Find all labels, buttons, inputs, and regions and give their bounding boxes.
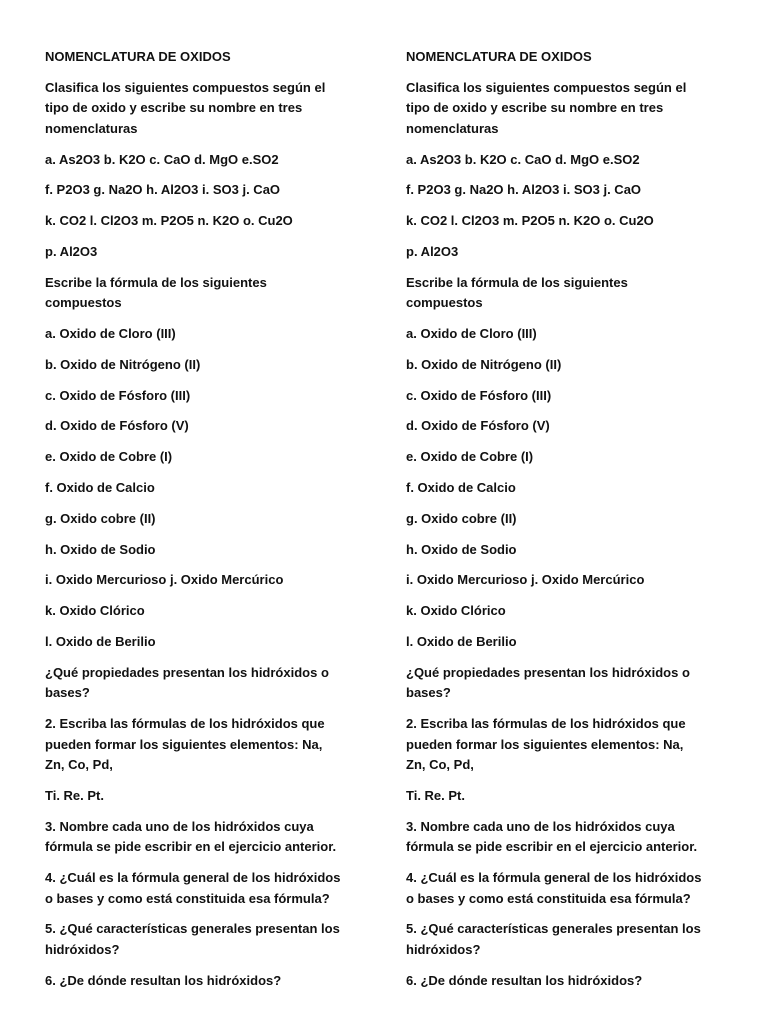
worksheet-line: 3. Nombre cada uno de los hidróxidos cuya fórmula se pide escribir en el ejercicio anterior. xyxy=(45,818,337,855)
worksheet-line: Ti. Re. Pt. xyxy=(406,787,465,803)
worksheet-line: k. CO2 l. Cl2O3 m. P2O5 n. K2O o. Cu2O xyxy=(406,213,654,229)
worksheet-line: Ti. Re. Pt. xyxy=(45,787,104,803)
worksheet-title: NOMENCLATURA DE OXIDOS xyxy=(406,49,592,64)
worksheet-title: NOMENCLATURA DE OXIDOS xyxy=(45,49,231,64)
worksheet-line: g. Oxido cobre (II) xyxy=(406,510,517,526)
worksheet-line: 2. Escriba las fórmulas de los hidróxidos que pueden formar los siguientes elementos: Na, Zn, Co, Pd, xyxy=(406,716,686,773)
worksheet-line: c. Oxido de Fósforo (III) xyxy=(406,387,552,403)
worksheet-line: f. Oxido de Calcio xyxy=(45,480,155,496)
worksheet-line: k. CO2 l. Cl2O3 m. P2O5 n. K2O o. Cu2O xyxy=(45,213,293,229)
worksheet-line: Clasifica los siguientes compuestos según el tipo de oxido y escribe su nombre en tres nomenclaturas xyxy=(45,79,326,136)
worksheet-line: a. As2O3 b. K2O c. CaO d. MgO e.SO2 xyxy=(45,151,279,167)
worksheet-line: h. Oxido de Sodio xyxy=(406,541,517,557)
worksheet-line: e. Oxido de Cobre (I) xyxy=(406,449,534,465)
worksheet-line: a. As2O3 b. K2O c. CaO d. MgO e.SO2 xyxy=(406,151,640,167)
worksheet-line: Escribe la fórmula de los siguientes compuestos xyxy=(45,274,267,311)
worksheet-line: i. Oxido Mercurioso j. Oxido Mercúrico xyxy=(45,572,284,588)
right-column xyxy=(406,47,706,1001)
worksheet-line: p. Al2O3 xyxy=(406,243,459,259)
worksheet-line: l. Oxido de Berilio xyxy=(45,634,156,650)
worksheet-line: c. Oxido de Fósforo (III) xyxy=(45,387,191,403)
worksheet-line: p. Al2O3 xyxy=(45,243,98,259)
worksheet-line: a. Oxido de Cloro (III) xyxy=(406,326,537,342)
worksheet-line: ¿Qué propiedades presentan los hidróxidos o bases? xyxy=(406,664,690,701)
worksheet-line: d. Oxido de Fósforo (V) xyxy=(406,418,550,434)
worksheet-line: 3. Nombre cada uno de los hidróxidos cuya fórmula se pide escribir en el ejercicio anterior. xyxy=(406,818,698,855)
worksheet-line: 6. ¿De dónde resultan los hidróxidos? xyxy=(406,972,643,988)
worksheet-line: h. Oxido de Sodio xyxy=(45,541,156,557)
worksheet-line: 5. ¿Qué características generales presentan los hidróxidos? xyxy=(45,921,340,957)
worksheet-line: k. Oxido Clórico xyxy=(406,603,506,619)
worksheet-line: 6. ¿De dónde resultan los hidróxidos? xyxy=(45,972,282,988)
worksheet-line: a. Oxido de Cloro (III) xyxy=(45,326,176,342)
worksheet-line: f. Oxido de Calcio xyxy=(406,480,516,496)
worksheet-line: Clasifica los siguientes compuestos según el tipo de oxido y escribe su nombre en tres nomenclaturas xyxy=(406,79,687,136)
worksheet-line: 4. ¿Cuál es la fórmula general de los hidróxidos o bases y como está constituida esa fórmula? xyxy=(406,870,702,906)
worksheet-line: i. Oxido Mercurioso j. Oxido Mercúrico xyxy=(406,572,645,588)
worksheet-line: b. Oxido de Nitrógeno (II) xyxy=(45,356,201,372)
worksheet-line: 2. Escriba las fórmulas de los hidróxidos que pueden formar los siguientes elementos: Na, Zn, Co, Pd, xyxy=(45,716,325,773)
worksheet-line: Escribe la fórmula de los siguientes compuestos xyxy=(406,274,628,311)
worksheet-line: f. P2O3 g. Na2O h. Al2O3 i. SO3 j. CaO xyxy=(406,182,642,198)
worksheet-line: g. Oxido cobre (II) xyxy=(45,510,156,526)
worksheet-line: ¿Qué propiedades presentan los hidróxidos o bases? xyxy=(45,664,329,701)
worksheet-line: e. Oxido de Cobre (I) xyxy=(45,449,173,465)
worksheet-line: 4. ¿Cuál es la fórmula general de los hidróxidos o bases y como está constituida esa fórmula? xyxy=(45,870,341,906)
worksheet-line: f. P2O3 g. Na2O h. Al2O3 i. SO3 j. CaO xyxy=(45,182,281,198)
worksheet-line: k. Oxido Clórico xyxy=(45,603,145,619)
worksheet-line: b. Oxido de Nitrógeno (II) xyxy=(406,356,562,372)
left-column xyxy=(45,47,345,1001)
worksheet-line: d. Oxido de Fósforo (V) xyxy=(45,418,189,434)
worksheet-line: 5. ¿Qué características generales presentan los hidróxidos? xyxy=(406,921,701,957)
worksheet-line: l. Oxido de Berilio xyxy=(406,634,517,650)
